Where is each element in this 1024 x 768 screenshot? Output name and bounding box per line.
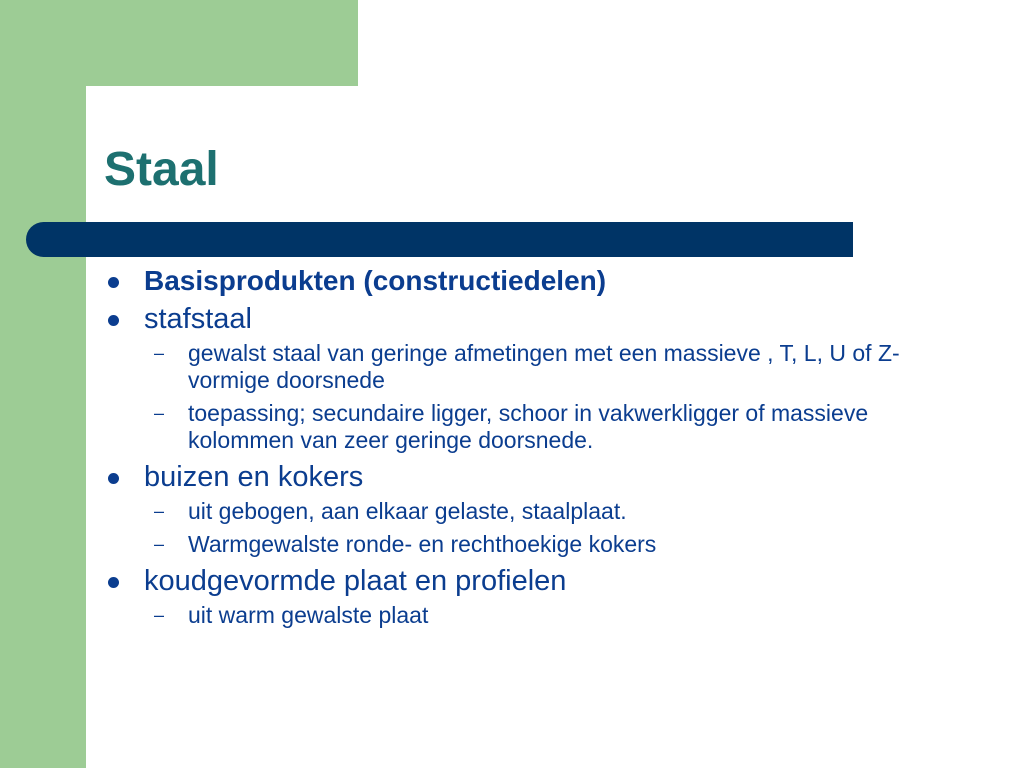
sub-bullet-item bbox=[104, 531, 958, 558]
bullet-list bbox=[104, 264, 984, 635]
sub-bullet-text: gewalst staal van geringe afmetingen met een massieve , T, L, U of Z-vormige doorsnede bbox=[188, 340, 900, 393]
dash-icon: – bbox=[154, 605, 165, 625]
slide-title: Staal bbox=[104, 143, 219, 196]
title-underline-bar bbox=[26, 222, 853, 257]
sub-bullet-item bbox=[104, 498, 958, 525]
bullet-text: koudgevormde plaat en profielen bbox=[144, 565, 567, 597]
bullet-item bbox=[104, 564, 984, 598]
sub-bullet-text: uit warm gewalste plaat bbox=[188, 602, 429, 628]
bullet-dot-icon bbox=[108, 277, 119, 288]
bullet-text: Basisprodukten (constructiedelen) bbox=[144, 265, 607, 296]
dash-icon: – bbox=[154, 501, 165, 521]
bullet-item bbox=[104, 460, 984, 494]
sub-bullet-text: uit gebogen, aan elkaar gelaste, staalplaat. bbox=[188, 498, 627, 524]
bullet-item bbox=[104, 302, 984, 336]
sub-bullet-item bbox=[104, 602, 958, 629]
bullet-text: buizen en kokers bbox=[144, 461, 364, 493]
bullet-text: stafstaal bbox=[144, 303, 252, 335]
bullet-item bbox=[104, 264, 984, 298]
green-top-band bbox=[0, 0, 358, 86]
green-left-band bbox=[0, 0, 86, 768]
dash-icon: – bbox=[154, 534, 165, 554]
sub-bullet-item bbox=[104, 340, 958, 394]
bullet-dot-icon bbox=[108, 315, 119, 326]
bullet-dot-icon bbox=[108, 577, 119, 588]
bullet-dot-icon bbox=[108, 473, 119, 484]
sub-bullet-text: toepassing; secundaire ligger, schoor in vakwerkligger of massieve kolommen van zeer geringe doorsnede. bbox=[188, 400, 869, 453]
sub-bullet-text: Warmgewalste ronde- en rechthoekige kokers bbox=[188, 531, 657, 557]
dash-icon: – bbox=[154, 403, 165, 423]
sub-bullet-item bbox=[104, 400, 958, 454]
dash-icon: – bbox=[154, 343, 165, 363]
